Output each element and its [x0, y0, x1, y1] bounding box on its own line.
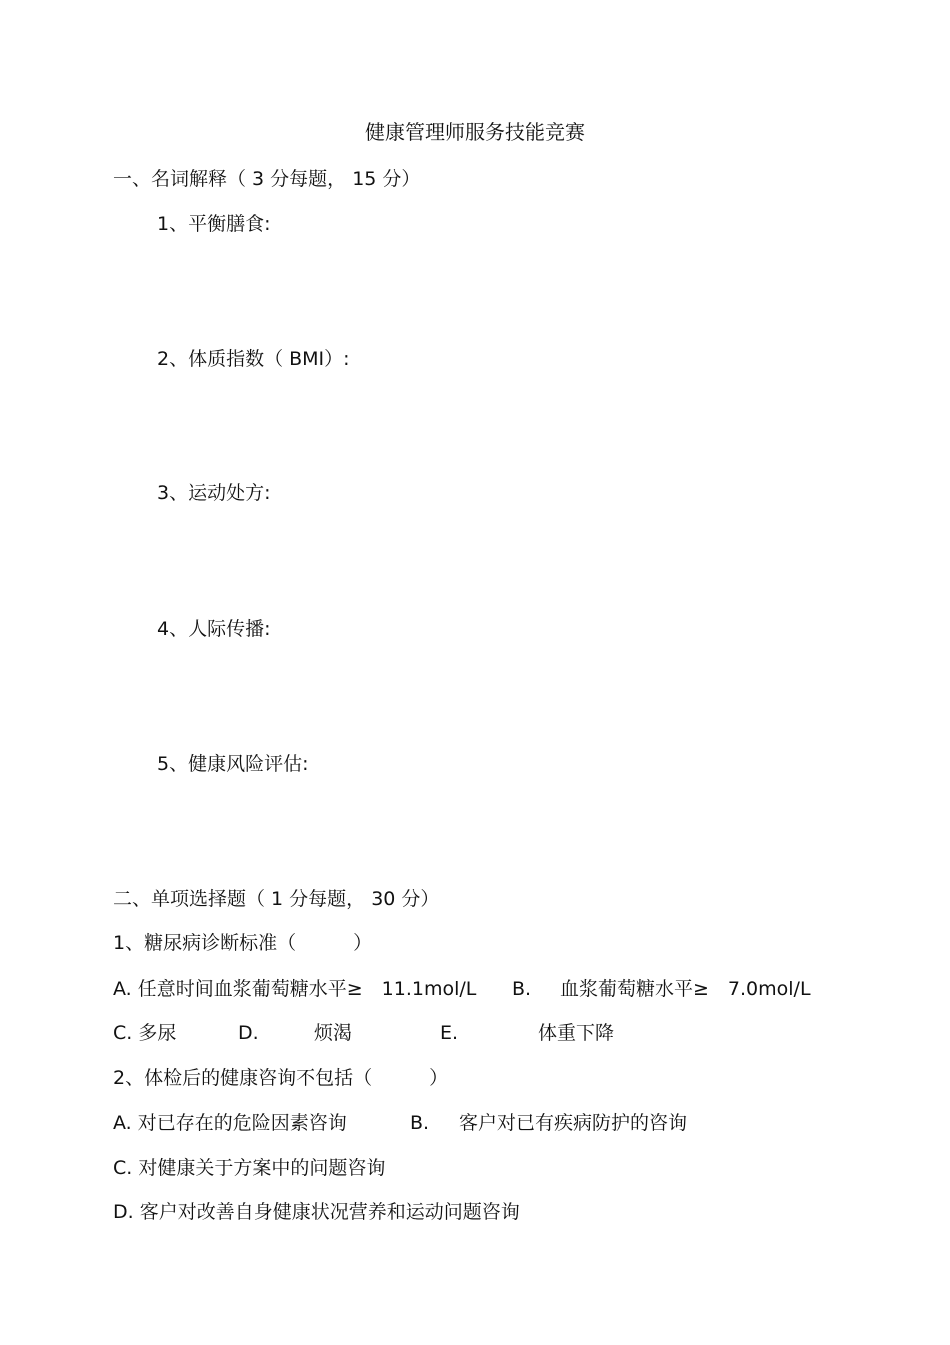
question-2-option-d: D. 客户对改善自身健康状况营养和运动问题咨询 [113, 1201, 520, 1223]
question-2-option-c: C. 对健康关于方案中的问题咨询 [113, 1157, 386, 1179]
term-item-1: 1、平衡膳食: [157, 213, 271, 235]
question-2-option-b-text: 客户对已有疾病防护的咨询 [459, 1112, 688, 1134]
question-1-option-b-label: B. [512, 978, 532, 1000]
question-2-option-a: A. 对已存在的危险因素咨询 [113, 1112, 347, 1134]
question-1-option-b-text: 血浆葡萄糖水平≥ 7.0mol/L [560, 978, 811, 1000]
question-1-option-e-label: E. [440, 1022, 459, 1044]
question-1-option-a: A. 任意时间血浆葡萄糖水平≥ 11.1mol/L [113, 978, 477, 1000]
term-item-4: 4、人际传播: [157, 618, 271, 640]
question-2-stem: 2、体检后的健康咨询不包括（ ） [113, 1067, 449, 1089]
section-2-heading: 二、单项选择题（ 1 分每题， 30 分） [113, 888, 440, 910]
question-1-option-e-text: 体重下降 [538, 1022, 615, 1044]
document-title: 健康管理师服务技能竞赛 [365, 120, 585, 144]
question-1-option-d-text: 烦渴 [314, 1022, 353, 1044]
section-1-heading: 一、名词解释（ 3 分每题， 15 分） [113, 168, 421, 190]
term-item-2: 2、体质指数（ BMI）: [157, 348, 350, 370]
term-item-3: 3、运动处方: [157, 482, 271, 504]
question-1-option-c: C. 多尿 [113, 1022, 177, 1044]
question-1-stem: 1、糖尿病诊断标准（ ） [113, 932, 373, 954]
question-2-option-b-label: B. [410, 1112, 430, 1134]
term-item-5: 5、健康风险评估: [157, 753, 309, 775]
question-1-option-d-label: D. [238, 1022, 259, 1044]
